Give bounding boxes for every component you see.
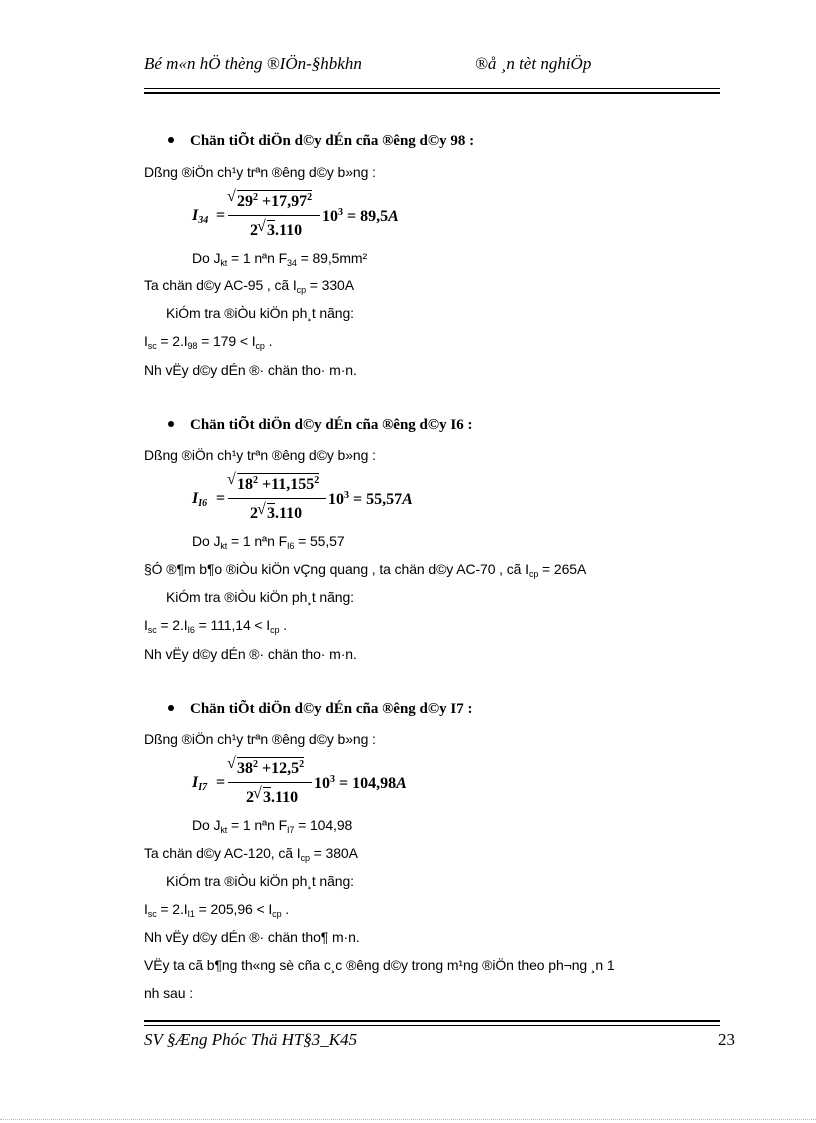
page-number: 23 — [718, 1030, 735, 1049]
conclusion-line: Nh vËy d©y dÉn ®· chän tho· m·n. — [144, 646, 357, 662]
bullet-icon — [168, 705, 174, 711]
conclusion-line: Nh vËy d©y dÉn ®· chän tho¶ m·n. — [144, 929, 360, 945]
formula-result: $10^3 = 89,5A$ — [322, 207, 399, 225]
equals-sign: = — [216, 774, 226, 791]
header-rule-thin — [144, 88, 720, 89]
equals-sign: = — [216, 207, 226, 224]
formula-lhs: $I_{34}$ — [192, 207, 209, 226]
choose-wire-line: §Ó ®¶m b¶o ®iÒu kiÖn vÇng quang , ta chän d©y AC-70 , cã $I_{cp} = 265A$ — [144, 561, 587, 579]
jkt-line: Do $J_{kt} = 1$ nªn $F_{34} = 89,5mm^2$ — [192, 250, 368, 268]
isc-line: $I_{sc} = 2.I_{I6} = 111,14 < I_{cp}$ . — [144, 617, 287, 635]
closing-line-2: nh sau : — [144, 985, 194, 1001]
page-bottom-dotted-edge — [0, 1119, 816, 1120]
formula-denominator: 2√ 3.110 — [250, 503, 302, 523]
bullet-icon — [168, 137, 174, 143]
heading-text: Chän tiÕt diÖn d©y dÉn cña ®êng d©y I7 : — [190, 701, 473, 717]
formula-numerator: √ $18^2 +11,155^2$ — [228, 473, 319, 494]
formula-numerator: √ $29^2 +17,97^2$ — [228, 190, 312, 211]
formula-i6 — [192, 473, 452, 533]
section-heading-i7 — [168, 701, 472, 718]
jkt-line: Do $J_{kt} = 1$ nªn $F_{I7} = 104,98$ — [192, 817, 353, 835]
fraction-bar — [228, 215, 320, 216]
footer-rule-thick — [144, 1020, 720, 1022]
fraction-bar — [228, 782, 312, 783]
equals-sign: = — [216, 490, 226, 507]
choose-wire-line: Ta chän d©y AC-120, cã $I_{cp} = 380A$ — [144, 845, 358, 863]
footer-author: SV §Æng Phóc Thä HT§3_K45 — [144, 1030, 358, 1049]
formula-lhs: $I_{I6}$ — [192, 490, 208, 509]
formula-i7 — [192, 757, 452, 817]
formula-numerator: √ $38^2 +12,5^2$ — [228, 757, 304, 778]
closing-line-1: VËy ta cã b¶ng th«ng sè cña c¸c ®êng d©y trong m¹ng ®iÖn theo ph¬ng ¸n 1 — [144, 957, 615, 973]
heading-text: Chän tiÕt diÖn d©y dÉn cña ®êng d©y I6 : — [190, 417, 473, 433]
formula-result: $10^3 = 55,57A$ — [328, 490, 413, 508]
header-rule-thick — [144, 92, 720, 94]
check-line: KiÓm tra ®iÒu kiÖn ph¸t nãng: — [166, 305, 354, 321]
formula-i34 — [192, 190, 452, 250]
current-line: Dßng ®iÖn ch¹y trªn ®êng d©y b»ng : — [144, 447, 376, 463]
current-line: Dßng ®iÖn ch¹y trªn ®êng d©y b»ng : — [144, 164, 376, 180]
formula-denominator: 2√ 3.110 — [246, 787, 298, 807]
section-heading-i6 — [168, 417, 472, 434]
header-left-title: Bé m«n hÖ thèng ®IÖn-§hbkhn — [144, 54, 362, 73]
check-line: KiÓm tra ®iÒu kiÖn ph¸t nãng: — [166, 589, 354, 605]
current-line: Dßng ®iÖn ch¹y trªn ®êng d©y b»ng : — [144, 731, 376, 747]
jkt-line: Do $J_{kt} = 1$ nªn $F_{I6} = 55,57$ — [192, 533, 345, 551]
fraction-bar — [228, 498, 326, 499]
choose-wire-line: Ta chän d©y AC-95 , cã $I_{cp} = 330A$ — [144, 277, 354, 295]
check-line: KiÓm tra ®iÒu kiÖn ph¸t nãng: — [166, 873, 354, 889]
isc-line: $I_{sc} = 2.I_{98} = 179 < I_{cp}$ . — [144, 333, 273, 351]
formula-denominator: 2√ 3.110 — [250, 220, 302, 240]
bullet-icon — [168, 421, 174, 427]
conclusion-line: Nh vËy d©y dÉn ®· chän tho· m·n. — [144, 362, 357, 378]
formula-result: $10^3 = 104,98A$ — [314, 774, 407, 792]
formula-lhs: $I_{I7}$ — [192, 774, 208, 793]
heading-text: Chän tiÕt diÖn d©y dÉn cña ®êng d©y 98 : — [190, 133, 475, 149]
footer-rule-thin — [144, 1025, 720, 1026]
header-right-title: ®å ¸n tèt nghiÖp — [475, 54, 592, 73]
isc-line: $I_{sc} = 2.I_{I1} = 205,96 < I_{cp}$ . — [144, 901, 290, 919]
section-heading-98 — [168, 133, 474, 150]
